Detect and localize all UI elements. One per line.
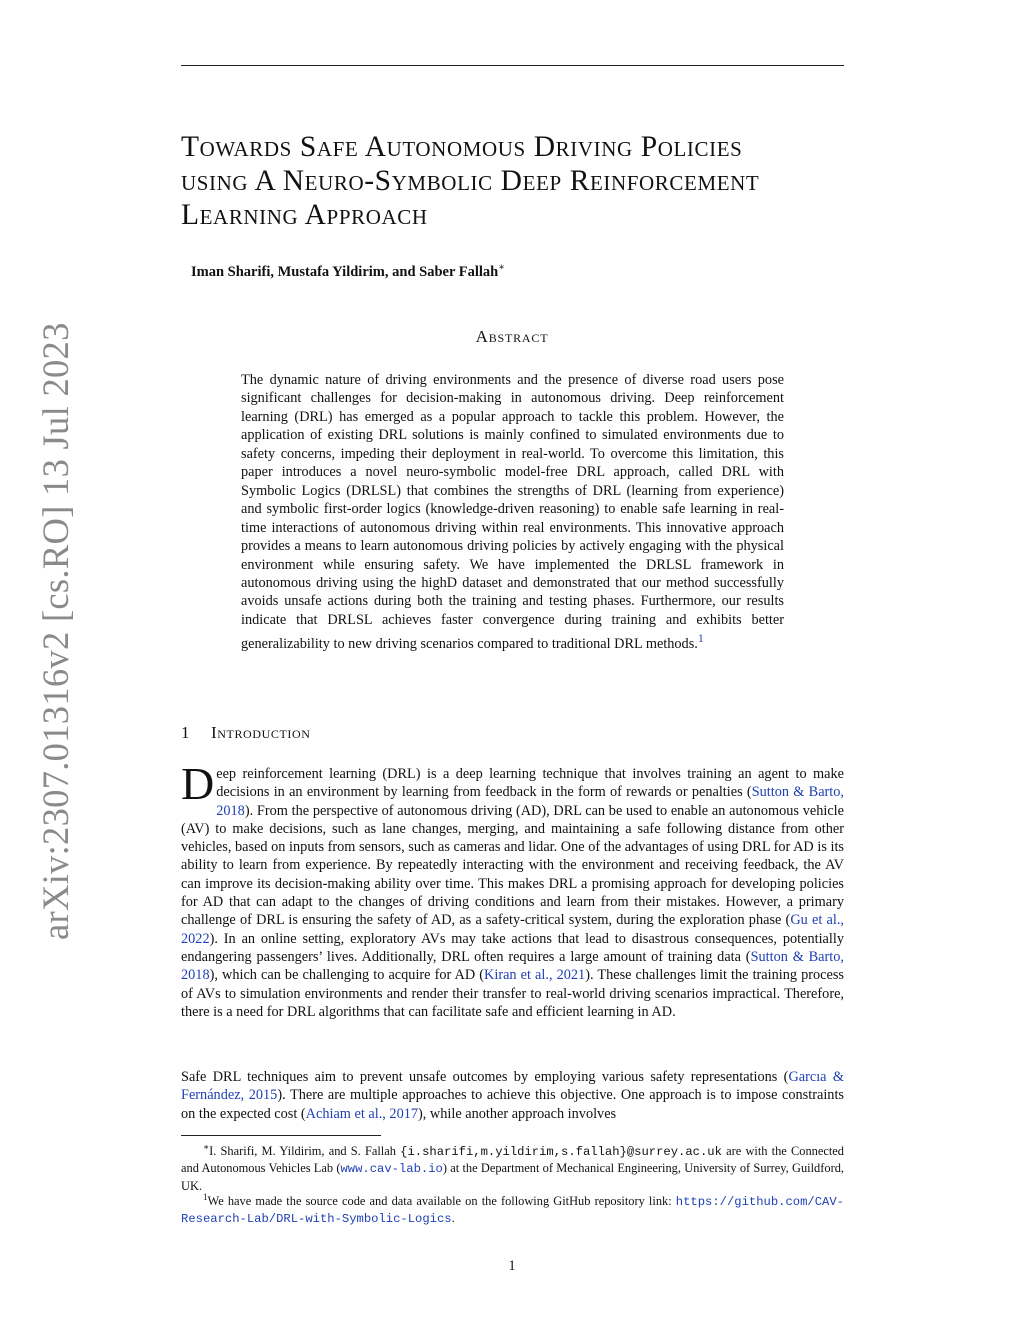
section-heading-introduction bbox=[181, 723, 311, 743]
citation-sutton-barto-2018-b[interactable]: Sutton & Barto, 2018 bbox=[181, 948, 844, 984]
title-line-3: Learning Approach bbox=[181, 199, 428, 231]
text-run: ) at the Department of Mechanical Engineering, University of Surrey, Guildford, UK. bbox=[181, 1161, 844, 1193]
author-list bbox=[191, 262, 505, 281]
text-run: Safe DRL techniques aim to prevent unsafe outcomes by employing various safety representations ( bbox=[181, 1069, 789, 1085]
github-repository-link[interactable]: https://github.com/CAV-Research-Lab/DRL-with-Symbolic-Logics bbox=[181, 1195, 844, 1227]
intro-paragraph-2 bbox=[181, 1068, 844, 1123]
footnote-code-availability bbox=[181, 1189, 844, 1228]
text-run: ), which can be challenging to acquire for AD ( bbox=[209, 967, 485, 984]
text-run: We have made the source code and data available on the following GitHub repository link: bbox=[207, 1194, 676, 1209]
citation-garcia-fernandez-2015[interactable]: Garcıa & Fernández, 2015 bbox=[181, 1069, 844, 1104]
abstract-body bbox=[241, 371, 784, 654]
lab-website-link[interactable]: www.cav-lab.io bbox=[340, 1162, 443, 1177]
title-line-1: Towards Safe Autonomous Driving Policies bbox=[181, 131, 743, 163]
drop-cap: D bbox=[181, 758, 215, 809]
footnote-rule bbox=[181, 1135, 381, 1136]
abstract-text: The dynamic nature of driving environments and the presence of diverse road users pose significant challenges for decision-making in autonomous driving. Deep reinforcement learning (DRL) has emerged as a popular approach to tackle this problem. However, the application of existing DRL solutions is mainly confined to simulated environments due to safety concerns, impeding their deployment in real-world. To overcome this limitation, this paper introduces a novel neuro-symbolic model-free DRL approach, called DRL with Symbolic Logics (DRLSL) that combines the strengths of DRL (learning from experience) and symbolic first-order logics (knowledge-driven reasoning) to enable safe learning in real-time interactions of autonomous driving within real environments. This innovative approach provides a means to learn autonomous driving policies by actively engaging with the physical environment while ensuring safety. We have implemented the DRLSL framework in autonomous driving using the highD dataset and demonstrated that our method successfully avoids unsafe actions during both the training and testing phases. Furthermore, our results indicate that DRLSL achieves faster convergence during training and exhibits better generalizability to new driving scenarios compared to traditional DRL methods. bbox=[241, 372, 784, 653]
intro-paragraph-1 bbox=[181, 758, 844, 1021]
footnote-affiliation bbox=[181, 1139, 844, 1194]
citation-sutton-barto-2018[interactable]: Sutton & Barto, 2018 bbox=[216, 784, 844, 819]
section-number: 1 bbox=[181, 723, 191, 742]
abstract-heading: Abstract bbox=[475, 327, 549, 346]
text-run: I. Sharifi, M. Yildirim, and S. Fallah bbox=[209, 1144, 401, 1159]
paper-title bbox=[181, 130, 844, 232]
abstract-footnote-link[interactable]: 1 bbox=[697, 631, 704, 646]
citation-achiam-2017[interactable]: Achiam et al., 2017 bbox=[305, 1105, 419, 1122]
author-footnote-mark: ∗ bbox=[498, 262, 506, 273]
arxiv-identifier-stamp: arXiv:2307.01316v2 [cs.RO] 13 Jul 2023 bbox=[35, 322, 76, 940]
citation-kiran-2021[interactable]: Kiran et al., 2021 bbox=[484, 967, 586, 984]
citation-gu-2022[interactable]: Gu et al., 2022 bbox=[181, 912, 844, 947]
text-run: ). These challenges limit the training process of AVs to simulation environments and render their transfer to real-world driving scenarios impractical. Therefore, there is a need for DRL algorithms that can facilitate safe and efficient learning in AD. bbox=[181, 967, 844, 1020]
section-title: Introduction bbox=[211, 723, 311, 742]
text-run: are with the Connected and Autonomous Vehicles Lab ( bbox=[181, 1144, 844, 1176]
top-rule bbox=[181, 65, 844, 66]
text-run: eep reinforcement learning (DRL) is a deep learning technique that involves training an agent to make decisions in an environment by learning from feedback in the form of rewards or penalties ( bbox=[216, 766, 844, 801]
text-run: ), while another approach involves bbox=[418, 1105, 617, 1122]
page-number: 1 bbox=[508, 1258, 516, 1274]
text-run: ). From the perspective of autonomous driving (AD), DRL can be used to enable an autonomous vehicle (AV) to make decisions, such as lane changes, merging, and maintaining a safe following distance from other vehicles, based on inputs from sensors, such as cameras and lidar. One of the advantages of using DRL for AD is its ability to learn from experience. By repeatedly interacting with the environment and receiving feedback, the AV can improve its decision-making ability over time. This makes DRL a promising approach for developing policies for AD that can adapt to the changes of driving conditions and learn from their mistakes. However, a primary challenge of DRL is ensuring the safety of AD, as a safety-critical system, during the exploration phase ( bbox=[181, 802, 844, 929]
author-emails: {i.sharifi,m.yildirim,s.fallah}@surrey.ac.uk bbox=[400, 1145, 722, 1160]
author-names: Iman Sharifi, Mustafa Yildirim, and Saber Fallah bbox=[191, 263, 499, 280]
title-line-2: using A Neuro-Symbolic Deep Reinforcement bbox=[181, 165, 760, 197]
text-run: ). There are multiple approaches to achieve this objective. One approach is to impose constraints on the expected cost ( bbox=[181, 1087, 844, 1122]
text-run: ). In an online setting, exploratory AVs may take actions that lead to disastrous consequences, potentially endangering passengers’ lives. Additionally, DRL often requires a large amount of training data ( bbox=[181, 930, 844, 965]
footnote-mark: 1 bbox=[203, 1192, 208, 1202]
text-run: . bbox=[451, 1211, 455, 1226]
footnote-mark: ∗ bbox=[203, 1142, 210, 1152]
